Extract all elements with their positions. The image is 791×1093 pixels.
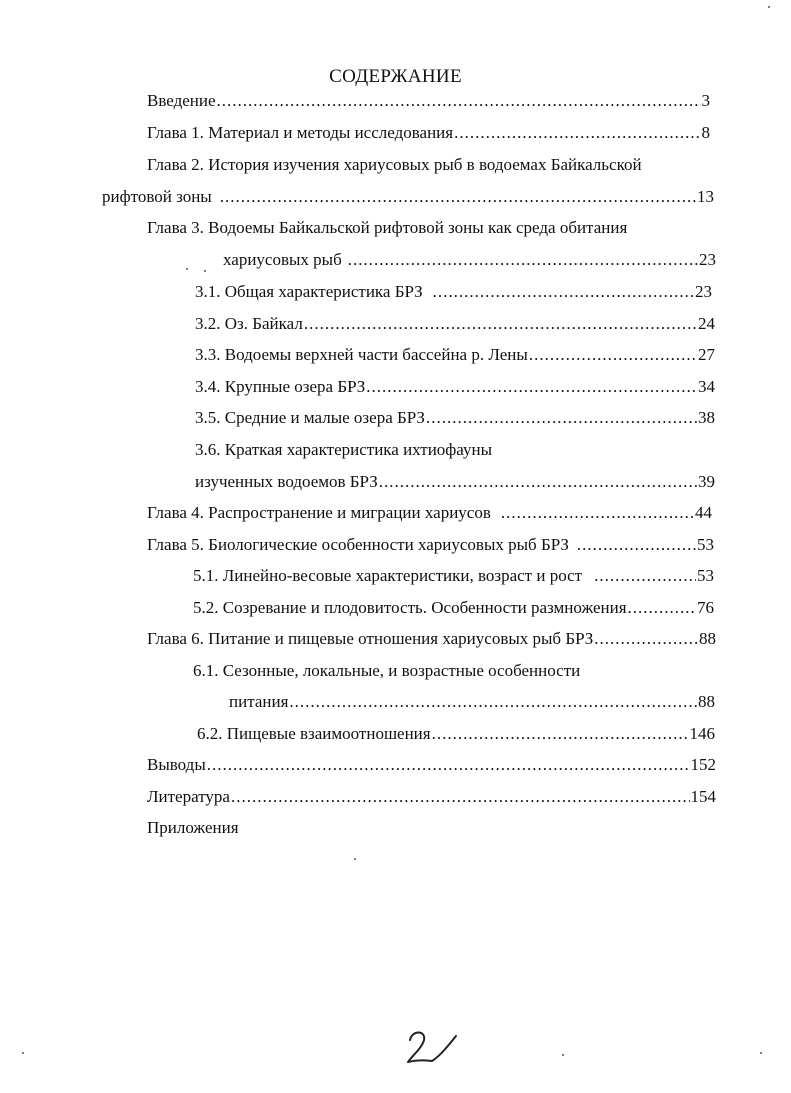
toc-entry-label: 3.5. Средние и малые озера БРЗ <box>195 408 425 427</box>
dot-leader <box>529 344 697 366</box>
toc-entry-page: 23 <box>695 282 712 301</box>
toc-entry-label: 6.1. Сезонные, локальные, и возрастные особенности <box>193 661 581 680</box>
toc-entry <box>147 90 710 112</box>
scan-speck <box>204 270 206 272</box>
toc-entry <box>147 122 710 144</box>
dot-leader <box>289 691 697 713</box>
toc-entry-page: 53 <box>697 535 714 554</box>
toc-entry-label: Выводы <box>147 755 206 774</box>
dot-leader <box>433 281 694 303</box>
toc-entry-label: Приложения <box>147 818 239 837</box>
scan-speck <box>22 1052 24 1054</box>
toc-entry <box>147 534 714 556</box>
toc-entry-label: 3.1. Общая характеристика БРЗ <box>195 282 423 301</box>
toc-entry-page: 88 <box>698 692 715 711</box>
scan-speck <box>354 858 356 860</box>
toc-entry <box>102 186 714 208</box>
dot-leader <box>379 471 697 493</box>
toc-entry-label: 5.2. Созревание и плодовитость. Особенности размножения <box>193 598 627 617</box>
toc-entry-label: 3.2. Оз. Байкал <box>195 314 303 333</box>
dot-leader <box>501 502 694 524</box>
toc-entry-page: 152 <box>690 755 716 774</box>
toc-entry-label: Глава 1. Материал и методы исследования <box>147 123 454 142</box>
dot-leader <box>217 90 701 112</box>
toc-entry <box>195 313 715 335</box>
toc-entry <box>223 249 716 271</box>
toc-entry <box>195 407 715 429</box>
toc-entry-page: 8 <box>701 123 710 142</box>
dot-leader <box>454 122 700 144</box>
toc-entry <box>229 691 715 713</box>
toc-entry-label: Глава 2. История изучения хариусовых рыб в водоемах Байкальской <box>147 155 642 174</box>
toc-entry <box>195 376 715 398</box>
toc-entry <box>193 565 714 587</box>
scan-speck <box>760 1052 762 1054</box>
toc-entry-label: питания <box>229 692 289 711</box>
toc-entry-label: Глава 3. Водоемы Байкальской рифтовой зоны как среда обитания <box>147 218 628 237</box>
toc-entry-page: 38 <box>698 408 715 427</box>
toc-entry-label: Глава 4. Распространение и миграции хариусов <box>147 503 491 522</box>
toc-entry-page: 13 <box>697 187 714 206</box>
toc-entry <box>147 786 716 808</box>
toc-entry <box>195 471 715 493</box>
toc-entry-label: 3.6. Краткая характеристика ихтиофауны <box>195 440 493 459</box>
toc-entry-page: 154 <box>690 787 716 806</box>
toc-entry-label: Глава 5. Биологические особенности хариусовых рыб БРЗ <box>147 535 569 554</box>
dot-leader <box>220 186 696 208</box>
toc-entry-page: 34 <box>698 377 715 396</box>
toc-entry-label: хариусовых рыб <box>223 250 342 269</box>
dot-leader <box>348 249 698 271</box>
toc-entry-page: 88 <box>699 629 716 648</box>
toc-entry <box>193 597 714 619</box>
toc-entry-page: 27 <box>698 345 715 364</box>
dot-leader <box>577 534 696 556</box>
dot-leader <box>207 754 690 776</box>
dot-leader <box>594 628 698 650</box>
toc-entry <box>147 628 716 650</box>
toc-entry <box>147 502 712 524</box>
toc-entry-page: 146 <box>689 724 715 743</box>
toc-entry-page: 24 <box>698 314 715 333</box>
dot-leader <box>628 597 696 619</box>
dot-leader <box>304 313 697 335</box>
toc-entry-page: 53 <box>697 566 714 585</box>
toc-entry-label: Литература <box>147 787 230 806</box>
page-title: СОДЕРЖАНИЕ <box>329 66 462 87</box>
toc-entry-label: 3.3. Водоемы верхней части бассейна р. Лены <box>195 345 528 364</box>
toc-entry <box>147 754 716 776</box>
toc-entry-label: 5.1. Линейно-весовые характеристики, возраст и рост <box>193 566 583 585</box>
toc-entry-page: 3 <box>701 91 710 110</box>
toc-entry-label: Глава 6. Питание и пищевые отношения хариусовых рыб БРЗ <box>147 629 594 648</box>
dot-leader <box>594 565 696 587</box>
toc-entry-label: 6.2. Пищевые взаимоотношения <box>197 724 431 743</box>
scan-speck <box>562 1054 564 1056</box>
dot-leader <box>432 723 689 745</box>
dot-leader <box>426 407 697 429</box>
toc-entry-label: изученных водоемов БРЗ <box>195 472 378 491</box>
toc-entry-label: Введение <box>147 91 216 110</box>
toc-entry-label: рифтовой зоны <box>102 187 212 206</box>
toc-entry-page: 44 <box>695 503 712 522</box>
scan-speck <box>768 6 770 8</box>
toc-entry <box>195 281 712 303</box>
toc-entry-page: 23 <box>699 250 716 269</box>
toc-entry <box>197 723 715 745</box>
toc-entry-page: 39 <box>698 472 715 491</box>
handwritten-page-number <box>404 1026 460 1068</box>
toc-entry <box>195 344 715 366</box>
dot-leader <box>231 786 690 808</box>
toc-entry-page: 76 <box>697 598 714 617</box>
dot-leader <box>366 376 697 398</box>
scan-speck <box>186 268 188 270</box>
toc-entry-label: 3.4. Крупные озера БРЗ <box>195 377 366 396</box>
